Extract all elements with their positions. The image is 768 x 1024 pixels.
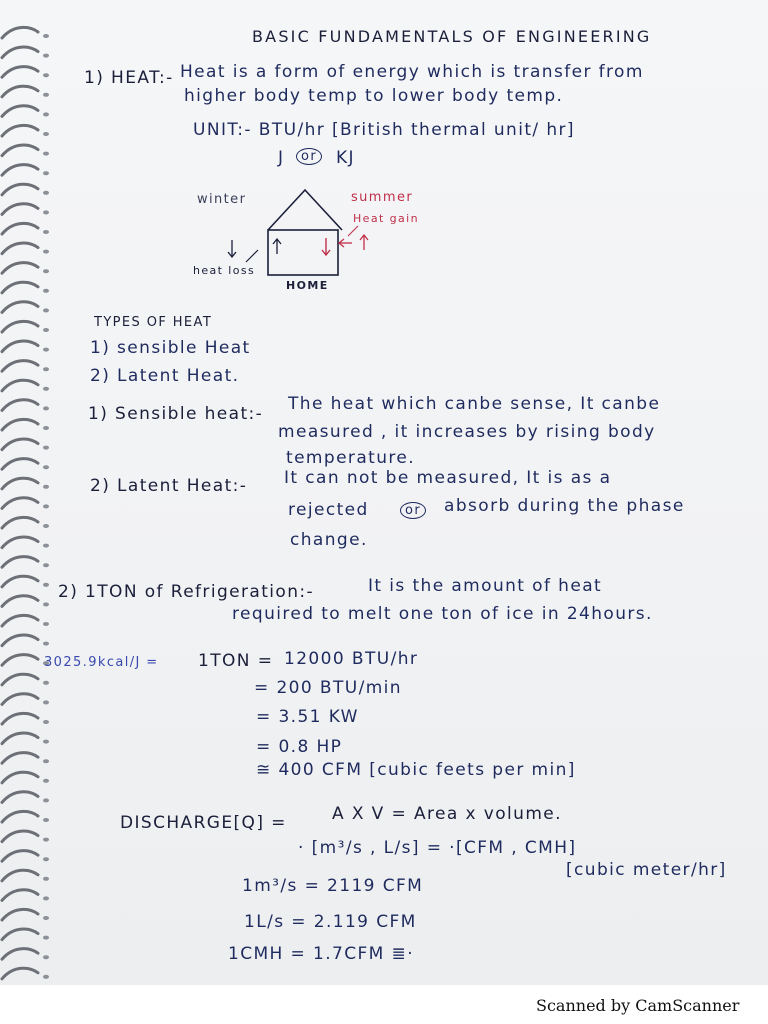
binding-hole	[43, 210, 49, 214]
sensible-heat-line1: The heat which canbe sense, It canbe	[288, 394, 661, 414]
heat-unit-line: UNIT:- BTU/hr [British thermal unit/ hr]	[193, 120, 575, 140]
ton-equation-btu-min: = 200 BTU/min	[254, 678, 402, 698]
spiral-coil	[2, 537, 38, 548]
spiral-coil	[2, 890, 38, 901]
label-summer: summer	[351, 190, 414, 205]
ton-equation-kw: = 3.51 KW	[256, 707, 359, 727]
spiral-coil	[2, 223, 38, 234]
spiral-coil	[2, 576, 38, 587]
ton-equation-value: 12000 BTU/hr	[284, 649, 419, 669]
binding-hole	[43, 857, 49, 861]
binding-hole	[43, 720, 49, 724]
sensible-heat-line3: temperature.	[286, 448, 416, 468]
spiral-coil	[2, 321, 38, 332]
latent-heat-label: 2) Latent Heat:-	[90, 476, 248, 496]
discharge-label: DISCHARGE[Q] =	[120, 813, 287, 833]
binding-hole	[43, 465, 49, 469]
types-heading: TYPES OF HEAT	[94, 315, 213, 330]
spiral-coil	[2, 909, 38, 920]
heat-unit-j: J	[278, 148, 285, 168]
spiral-coil	[2, 361, 38, 372]
binding-hole	[43, 700, 49, 704]
spiral-coil	[2, 498, 38, 509]
spiral-coil	[2, 635, 38, 646]
house-roof	[268, 190, 342, 230]
spiral-coil	[2, 380, 38, 391]
heat-definition-line2: higher body temp to lower body temp.	[184, 86, 564, 106]
binding-hole	[43, 681, 49, 685]
spiral-coil	[2, 341, 38, 352]
spiral-coil	[2, 596, 38, 607]
spiral-coil	[2, 851, 38, 862]
label-home: HOME	[286, 279, 329, 292]
ton-definition-line1: It is the amount of heat	[368, 576, 603, 596]
binding-hole	[43, 132, 49, 136]
binding-hole	[43, 524, 49, 528]
binding-hole	[43, 779, 49, 783]
binding-hole	[43, 936, 49, 940]
spiral-coil	[2, 929, 38, 940]
binding-hole	[43, 896, 49, 900]
spiral-coil	[2, 145, 38, 156]
binding-hole	[43, 563, 49, 567]
discharge-cmh-note: [cubic meter/hr]	[566, 860, 727, 880]
binding-hole	[43, 406, 49, 410]
binding-hole	[43, 387, 49, 391]
spiral-coil	[2, 27, 38, 38]
spiral-coil	[2, 419, 38, 430]
binding-hole	[43, 446, 49, 450]
spiral-coil	[2, 615, 38, 626]
binding-hole	[43, 622, 49, 626]
binding-hole	[43, 955, 49, 959]
loss-arrow-diag	[246, 250, 258, 262]
spiral-coil	[2, 949, 38, 960]
binding-hole	[43, 544, 49, 548]
spiral-coil	[2, 753, 38, 764]
spiral-coil	[2, 184, 38, 195]
label-heat-gain: Heat gain	[353, 212, 419, 225]
spiral-coil	[2, 86, 38, 97]
spiral-coil	[2, 47, 38, 58]
ton-definition-line2: required to melt one ton of ice in 24hours.	[232, 604, 653, 624]
binding-hole	[43, 583, 49, 587]
binding-hole	[43, 740, 49, 744]
latent-heat-line1: It can not be measured, It is as a	[284, 468, 612, 488]
label-heat-loss: heat loss	[193, 264, 256, 277]
binding-hole	[43, 269, 49, 273]
spiral-coil	[2, 811, 38, 822]
scanner-watermark: Scanned by CamScanner	[536, 996, 740, 1015]
spiral-coil	[2, 772, 38, 783]
latent-heat-line2-or: or	[400, 502, 426, 519]
heat-heading: 1) HEAT:-	[84, 68, 174, 88]
spiral-coil	[2, 165, 38, 176]
latent-heat-line2-a: rejected	[288, 500, 369, 520]
latent-heat-line3: change.	[290, 530, 368, 550]
sensible-heat-label: 1) Sensible heat:-	[88, 404, 264, 424]
conversion-ls: 1L/s = 2.119 CFM	[244, 912, 417, 932]
latent-heat-line2-b: absorb during the phase	[444, 496, 685, 516]
spiral-coil	[2, 517, 38, 528]
spiral-coil	[2, 302, 38, 313]
conversion-m3s: 1m³/s = 2119 CFM	[242, 876, 424, 896]
binding-hole	[43, 171, 49, 175]
heat-definition-line1: Heat is a form of energy which is transfer from	[180, 62, 644, 82]
binding-hole	[43, 93, 49, 97]
spiral-coil	[2, 204, 38, 215]
binding-hole	[43, 112, 49, 116]
spiral-coil	[2, 968, 38, 979]
types-item-latent: 2) Latent Heat.	[90, 366, 240, 386]
binding-hole	[43, 485, 49, 489]
spiral-coil	[2, 67, 38, 78]
gain-arrow-diag	[348, 226, 358, 236]
binding-hole	[43, 877, 49, 881]
ton-heading: 2) 1TON of Refrigeration:-	[58, 582, 315, 602]
sensible-heat-line2: measured , it increases by rising body	[278, 422, 656, 442]
spiral-coil	[2, 459, 38, 470]
binding-hole	[43, 328, 49, 332]
spiral-coil	[2, 478, 38, 489]
binding-hole	[43, 34, 49, 38]
binding-hole	[43, 759, 49, 763]
binding-hole	[43, 642, 49, 646]
spiral-coil	[2, 733, 38, 744]
discharge-formula: A X V = Area x volume.	[332, 804, 562, 824]
spiral-coil	[2, 674, 38, 685]
spiral-coil	[2, 263, 38, 274]
spiral-coil	[2, 106, 38, 117]
spiral-coil	[2, 870, 38, 881]
types-item-sensible: 1) sensible Heat	[90, 338, 251, 358]
binding-hole	[43, 504, 49, 508]
spiral-coil	[2, 243, 38, 254]
spiral-coil	[2, 792, 38, 803]
ton-equation-cfm: ≅ 400 CFM [cubic feets per min]	[256, 760, 576, 780]
spiral-coil	[2, 655, 38, 666]
binding-hole	[43, 230, 49, 234]
discharge-units: · [m³/s , L/s] = ·[CFM , CMH]	[298, 838, 577, 858]
spiral-coil	[2, 400, 38, 411]
ton-equation-label: 1TON =	[198, 651, 274, 671]
binding-hole	[43, 367, 49, 371]
binding-hole	[43, 838, 49, 842]
binding-hole	[43, 798, 49, 802]
binding-hole	[43, 818, 49, 822]
spiral-binding	[0, 0, 80, 985]
binding-hole	[43, 152, 49, 156]
spiral-coil	[2, 831, 38, 842]
spiral-coil	[2, 439, 38, 450]
binding-hole	[43, 602, 49, 606]
conversion-cmh: 1CMH = 1.7CFM ≣·	[228, 944, 414, 964]
binding-hole	[43, 250, 49, 254]
binding-hole	[43, 916, 49, 920]
ton-side-note: 3025.9kcal/J =	[44, 655, 159, 670]
binding-hole	[43, 348, 49, 352]
spiral-coil	[2, 282, 38, 293]
binding-hole	[43, 975, 49, 979]
binding-hole	[43, 54, 49, 58]
label-winter: winter	[197, 192, 247, 207]
ton-equation-hp: = 0.8 HP	[256, 737, 343, 757]
binding-hole	[43, 191, 49, 195]
binding-hole	[43, 308, 49, 312]
spiral-coil	[2, 125, 38, 136]
spiral-coil	[2, 557, 38, 568]
heat-unit-or: or	[296, 148, 322, 165]
binding-hole	[43, 426, 49, 430]
spiral-coil	[2, 694, 38, 705]
spiral-coil	[2, 713, 38, 724]
page-title: BASIC FUNDAMENTALS OF ENGINEERING	[252, 27, 652, 46]
heat-unit-kj: KJ	[336, 148, 355, 168]
binding-hole	[43, 73, 49, 77]
binding-hole	[43, 289, 49, 293]
